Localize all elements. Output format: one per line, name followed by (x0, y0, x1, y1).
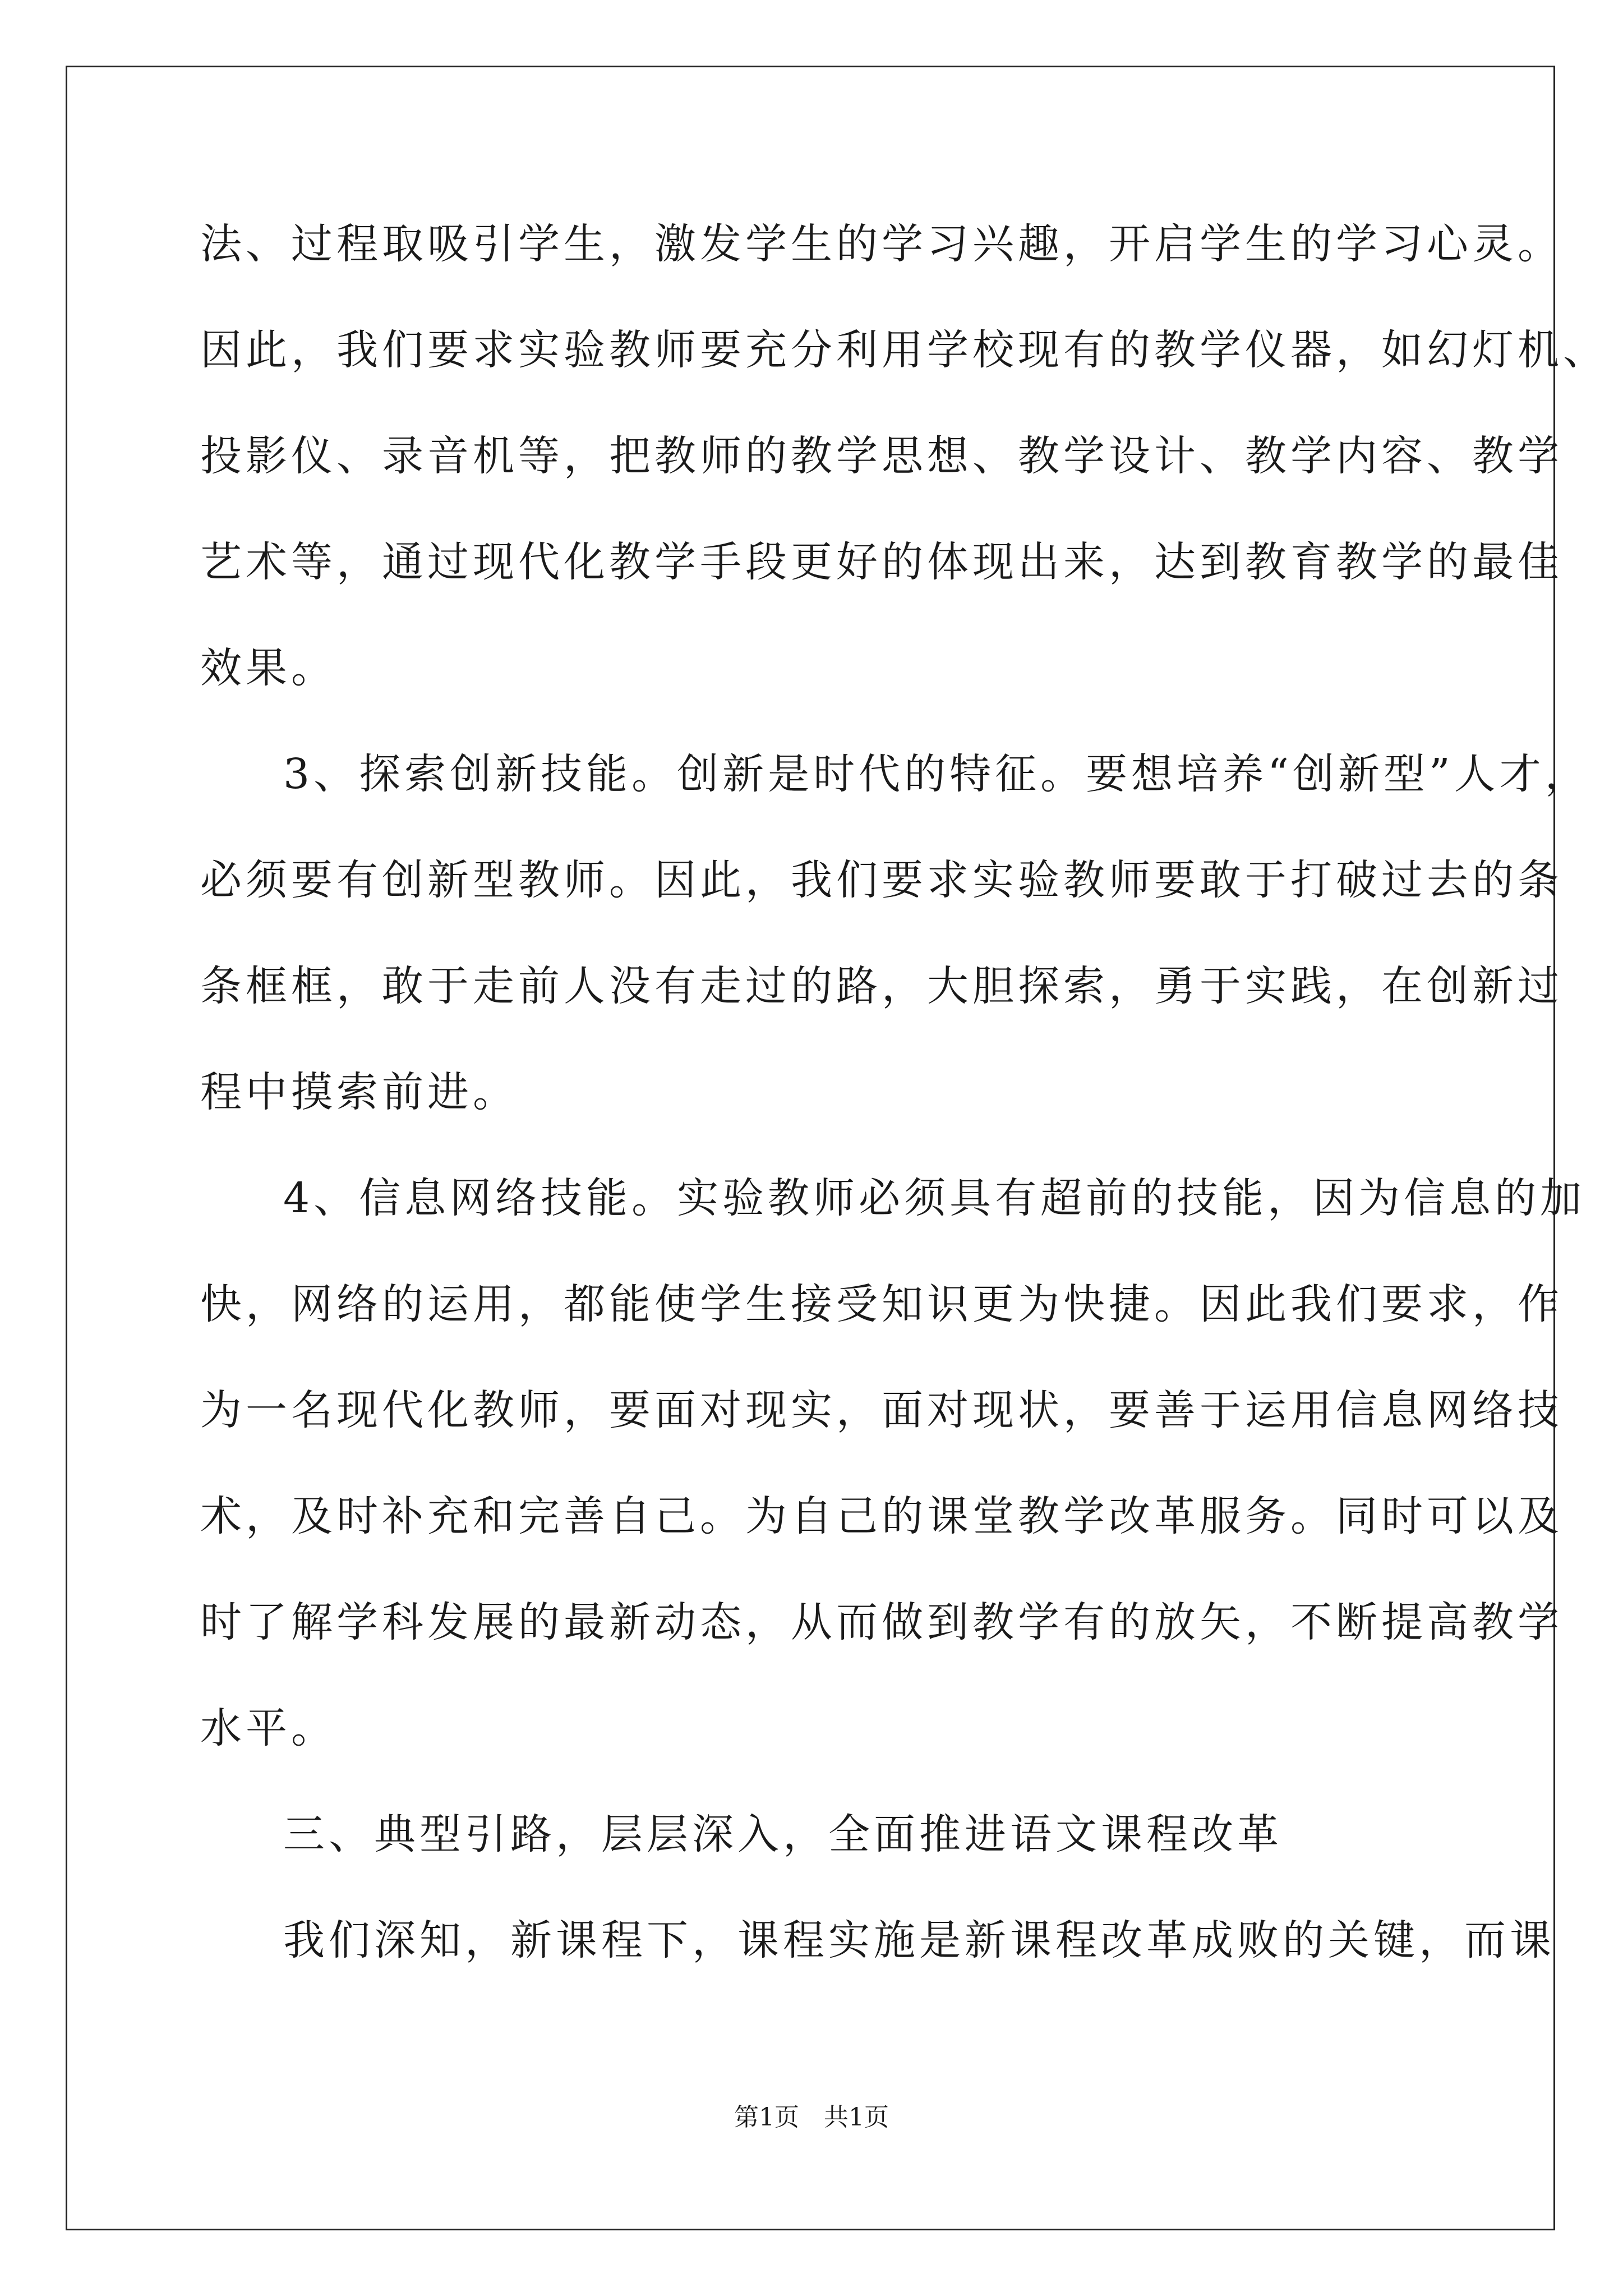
text-line: 法、过程取吸引学生，激发学生的学习兴趣，开启学生的学习心灵。 (200, 220, 1563, 268)
text-line: 术，及时补充和完善自己。为自己的课堂教学改革服务。同时可以及 (200, 1492, 1563, 1540)
text-line: 为一名现代化教师，要面对现实，面对现状，要善于运用信息网络技 (200, 1386, 1563, 1434)
text-line: 快，网络的运用，都能使学生接受知识更为快捷。因此我们要求，作 (200, 1280, 1563, 1328)
text-line: 艺术等，通过现代化教学手段更好的体现出来，达到教育教学的最佳 (200, 538, 1563, 586)
text-line: 程中摸索前进。 (200, 1068, 518, 1116)
text-line: 4、信息网络技能。实验教师必须具有超前的技能，因为信息的加 (283, 1174, 1586, 1222)
text-line: 我们深知，新课程下，课程实施是新课程改革成败的关键，而课 (283, 1916, 1555, 1964)
text-line: 时了解学科发展的最新动态，从而做到教学有的放矢，不断提高教学 (200, 1598, 1563, 1646)
text-line: 条框框，敢于走前人没有走过的路，大胆探索，勇于实践，在创新过 (200, 962, 1563, 1010)
text-line: 3、探索创新技能。创新是时代的特征。要想培养“创新型”人才， (283, 750, 1590, 798)
page-footer (0, 2101, 1623, 2134)
text-line: 必须要有创新型教师。因此，我们要求实验教师要敢于打破过去的条 (200, 856, 1563, 904)
text-line: 因此，我们要求实验教师要充分利用学校现有的教学仪器，如幻灯机、 (200, 326, 1608, 374)
text-line: 三、典型引路，层层深入，全面推进语文课程改革 (283, 1810, 1283, 1858)
page-number: 第1页 共1页 (734, 2103, 889, 2132)
text-line: 效果。 (200, 644, 336, 692)
text-line: 投影仪、录音机等，把教师的教学思想、教学设计、教学内容、教学 (200, 432, 1563, 480)
document-body (200, 213, 1608, 2016)
text-line: 水平。 (200, 1704, 336, 1752)
